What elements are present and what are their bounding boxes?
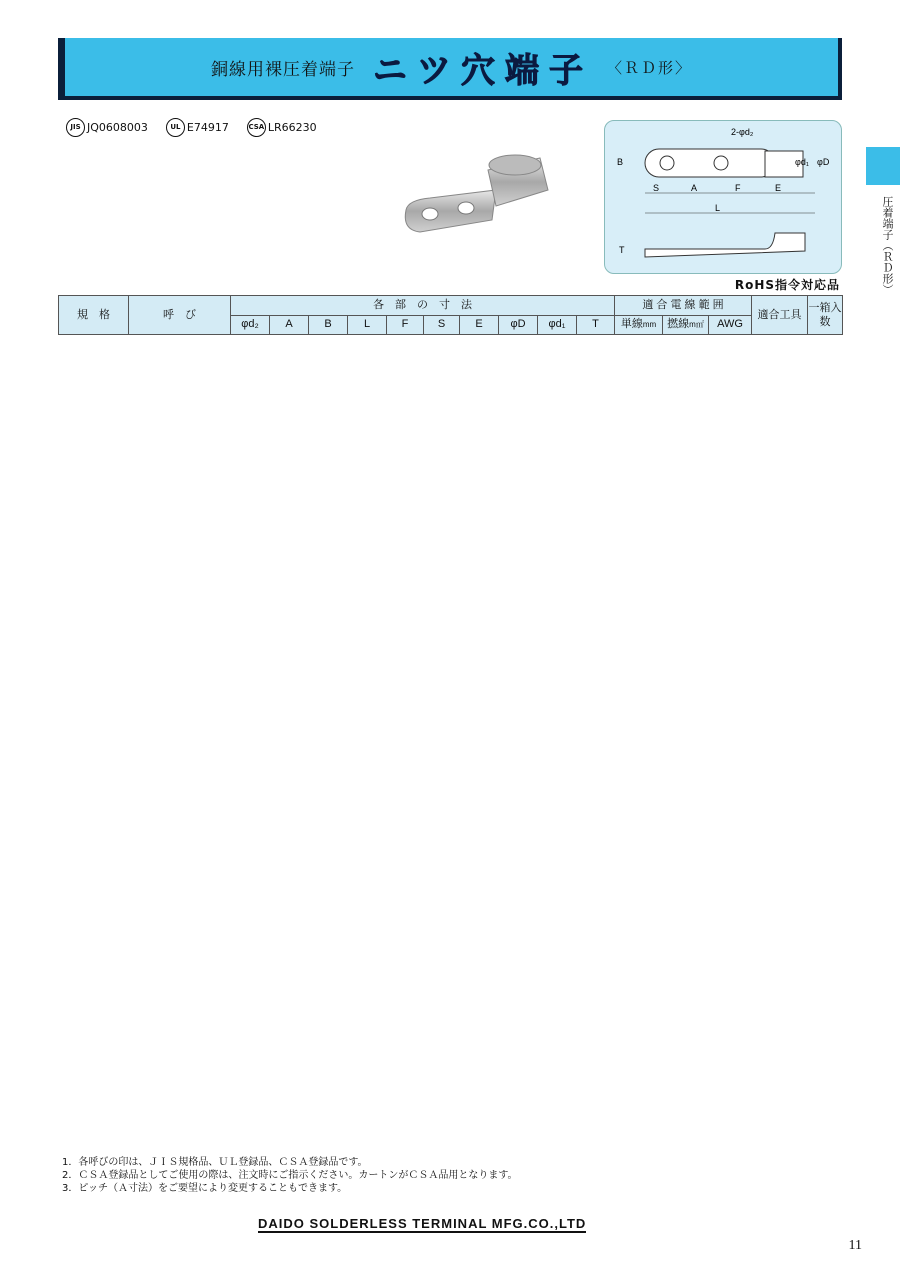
header-yobi: 呼 び	[129, 296, 231, 335]
header-kikaku: 規 格	[59, 296, 129, 335]
page-number: 11	[848, 1238, 862, 1253]
label-D: φD	[817, 157, 830, 167]
label-d1: φd₁	[795, 157, 809, 167]
company-footer: DAIDO SOLDERLESS TERMINAL MFG.CO.,LTD	[258, 1216, 587, 1231]
col-d1: φd₁	[538, 315, 577, 335]
label-B: B	[617, 157, 624, 167]
col-S: S	[424, 315, 460, 335]
banner-type: 〈ＲＤ形〉	[606, 58, 692, 77]
terminal-photo-icon	[400, 150, 560, 250]
certification-row	[66, 118, 335, 137]
col-d2: φd₂	[231, 315, 270, 335]
label-A: A	[691, 183, 698, 193]
note-2: 2．ＣＳＡ登録品としてご使用の際は、注文時にご指示ください。カートンがＣＳＡ品用となります。	[62, 1170, 518, 1181]
header-range: 適 合 電 線 範 囲	[615, 296, 752, 316]
label-d2: 2-φd₂	[731, 127, 754, 137]
col-B: B	[309, 315, 348, 335]
label-T: T	[619, 245, 625, 255]
header-tool: 適合工具	[752, 296, 808, 335]
col-E: E	[460, 315, 499, 335]
notes	[62, 1156, 518, 1195]
label-E: E	[775, 183, 782, 193]
col-awg: AWG	[709, 315, 752, 335]
header-box: 一箱入数	[808, 296, 843, 335]
label-F: F	[735, 183, 741, 193]
col-yori: 撚線m㎡	[663, 315, 709, 335]
csa-mark-icon: CSA	[247, 118, 266, 137]
cert-ul: UL E74917	[166, 118, 229, 137]
ul-mark-icon: UL	[166, 118, 185, 137]
note-3: 3．ピッチ（Ａ寸法）をご要望により変更することもできます。	[62, 1183, 348, 1194]
dimension-diagram	[604, 120, 842, 274]
spec-table	[58, 295, 843, 335]
jis-mark-icon: JIS	[66, 118, 85, 137]
banner-subtitle: 銅線用裸圧着端子	[210, 59, 355, 80]
col-tan: 単線mm	[615, 315, 663, 335]
cert-jis: JIS JQ0608003	[66, 118, 148, 137]
cert-csa: CSA LR66230	[247, 118, 317, 137]
col-A: A	[270, 315, 309, 335]
col-D: φD	[499, 315, 538, 335]
side-tab	[866, 147, 900, 185]
col-F: F	[387, 315, 424, 335]
label-S: S	[653, 183, 660, 193]
header-dims: 各 部 の 寸 法	[231, 296, 615, 316]
note-1: 1．各呼びの印は、ＪＩＳ規格品、ＵＬ登録品、ＣＳＡ登録品です。	[62, 1157, 368, 1168]
label-L: L	[715, 203, 721, 213]
banner-title: ニツ穴端子	[372, 50, 593, 91]
side-tab-label: 圧着端子（ＲＤ形）	[881, 196, 894, 295]
col-L: L	[348, 315, 387, 335]
rohs-label: RoHS指令対応品	[734, 278, 840, 292]
col-T: T	[577, 315, 615, 335]
title-banner	[58, 38, 842, 100]
